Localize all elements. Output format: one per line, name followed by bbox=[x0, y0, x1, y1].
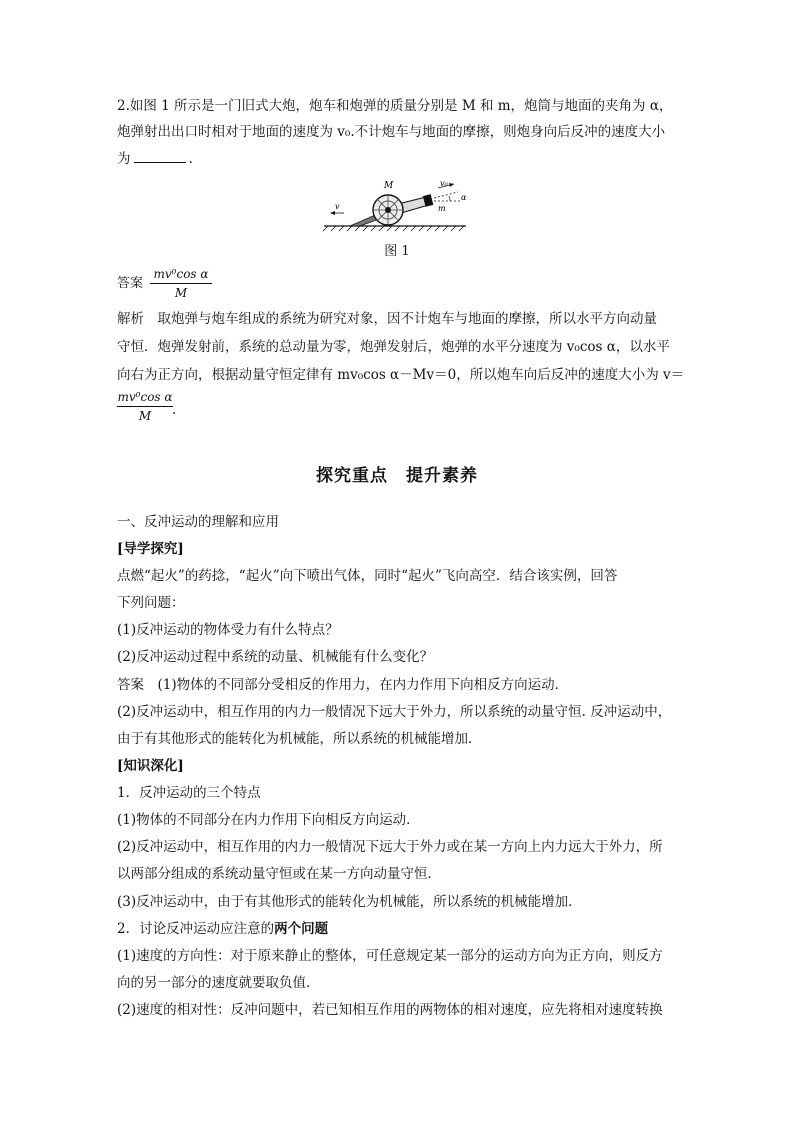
analysis-denominator: M bbox=[138, 409, 152, 423]
analysis-line-3: 向右为正方向，根据动量守恒定律有 mv₀cos α－Mv＝0，所以炮车向后反冲的速度大小为 v＝ bbox=[117, 367, 685, 383]
mass-m-label: m bbox=[438, 204, 446, 213]
velocity-v-label: v bbox=[335, 202, 340, 211]
angle-alpha-label: α bbox=[461, 193, 467, 202]
question-line-3 bbox=[117, 149, 193, 169]
knowledge-1-item-2b: 以两部分组成的系统动量守恒或在某一方向动量守恒． bbox=[117, 866, 441, 882]
knowledge-2-item-1a: (1)速度的方向性：对于原来静止的整体，可任意规定某一部分的运动方向为正方向，则反方 bbox=[117, 948, 663, 964]
question-line-3-suffix: . bbox=[188, 151, 193, 167]
knowledge-2-title-b: 两个问题 bbox=[274, 921, 329, 937]
knowledge-1-item-3: (3)反冲运动中，由于有其他形式的能转化为机械能，所以系统的机械能增加． bbox=[117, 894, 582, 910]
guide-line-1: 点燃“起火”的药捻，“起火”向下喷出气体，同时“起火”飞向高空．结合该实例，回答 bbox=[117, 568, 618, 584]
answer-fraction bbox=[150, 266, 212, 301]
knowledge-2-title-a: 2．讨论反冲运动应注意的 bbox=[117, 921, 275, 937]
question-line-1: 2.如图 1 所示是一门旧式大炮，炮车和炮弹的质量分别是 M 和 m，炮筒与地面的夹角为 α， bbox=[117, 98, 673, 114]
velocity-v0-label: v₀ bbox=[440, 180, 448, 188]
answer-line-2: (2)反冲运动中，相互作用的内力一般情况下远大于外力，所以系统的动量守恒. 反冲运动中， bbox=[117, 704, 672, 720]
answer-label: 答案 bbox=[117, 276, 144, 291]
deep-label: [知识深化] bbox=[117, 758, 184, 774]
analysis-suffix: . bbox=[172, 402, 177, 418]
answer-blank bbox=[134, 149, 186, 163]
mass-M-label: M bbox=[384, 181, 394, 191]
answer-line-3: 由于有其他形式的能转化为机械能，所以系统的机械能增加． bbox=[117, 731, 482, 747]
cannon-figure bbox=[320, 180, 470, 232]
knowledge-1-title: 1．反冲运动的三个特点 bbox=[117, 785, 261, 801]
answer-denominator: M bbox=[174, 286, 188, 300]
question-1: (1)反冲运动的物体受力有什么特点？ bbox=[117, 622, 339, 638]
analysis-numerator: mv⁰cos α bbox=[117, 390, 173, 404]
question-2: (2)反冲运动过程中系统的动量、机械能有什么变化？ bbox=[117, 649, 434, 665]
guide-label: [导学探究] bbox=[117, 541, 184, 557]
heading-1: 一、反冲运动的理解和应用 bbox=[117, 514, 279, 530]
question-line-3-prefix: 为 bbox=[117, 151, 131, 167]
guide-line-2: 下列问题： bbox=[117, 595, 185, 611]
answer-numerator: mv⁰cos α bbox=[153, 267, 209, 281]
knowledge-2-item-1b: 向的另一部分的速度就要取负值． bbox=[117, 975, 320, 991]
answer-line-1: 答案 (1)物体的不同部分受相反的作用力，在内力作用下向相反方向运动． bbox=[117, 677, 569, 693]
knowledge-1-item-2a: (2)反冲运动中，相互作用的内力一般情况下远大于外力或在某一方向上内力远大于外力，所 bbox=[117, 839, 663, 855]
knowledge-1-item-1: (1)物体的不同部分在内力作用下向相反方向运动． bbox=[117, 812, 420, 828]
figure-caption: 图 1 bbox=[384, 244, 410, 259]
knowledge-2-title bbox=[117, 919, 328, 939]
analysis-line-2: 守恒．炮弹发射前，系统的总动量为零，炮弹发射后，炮弹的水平分速度为 v₀cos α，以水平 bbox=[117, 339, 670, 355]
question-line-2: 炮弹射出出口时相对于地面的速度为 v₀.不计炮车与地面的摩擦，则炮身向后反冲的速度大小 bbox=[117, 124, 666, 140]
section-title: 探究重点 提升素养 bbox=[316, 466, 478, 486]
analysis-line-1: 解析 取炮弹与炮车组成的系统为研究对象，因不计炮车与地面的摩擦，所以水平方向动量 bbox=[117, 311, 657, 327]
knowledge-2-item-2a: (2)速度的相对性：反冲问题中，若已知相互作用的两物体的相对速度，应先将相对速度转换 bbox=[117, 1002, 663, 1018]
analysis-fraction bbox=[117, 389, 173, 424]
